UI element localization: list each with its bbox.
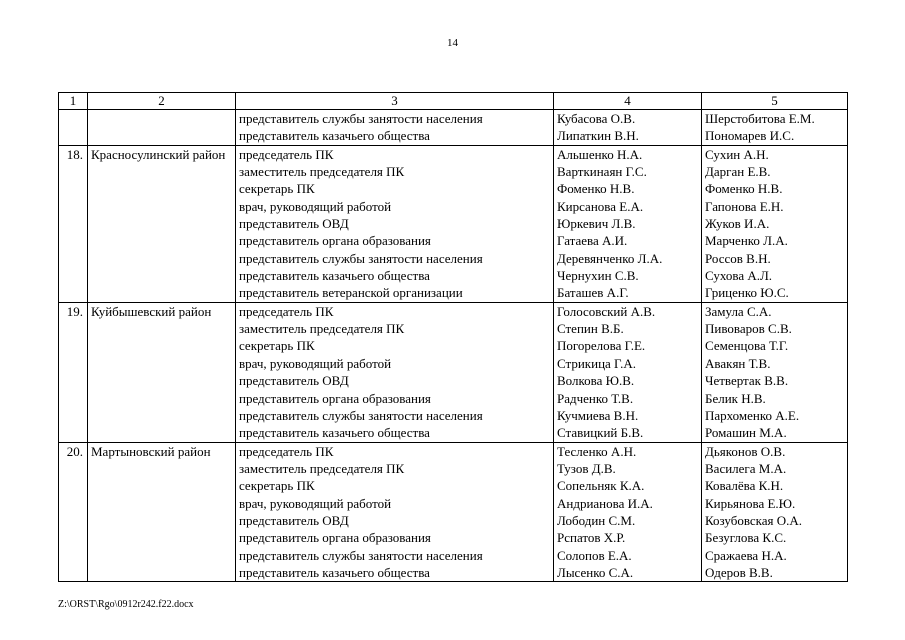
- person-2-item: Василега М.А.: [705, 460, 787, 476]
- table-header: [59, 93, 848, 110]
- position-item: секретарь ПК: [239, 338, 315, 354]
- person-2-item: Гриценко Ю.С.: [705, 285, 789, 301]
- person-2-item: Семенцова Т.Г.: [705, 338, 789, 354]
- person-1-item: Погорелова Г.Е.: [557, 338, 646, 354]
- table-row: [59, 145, 848, 302]
- position-item: секретарь ПК: [239, 181, 315, 197]
- person-2-item: Пивоваров С.В.: [705, 321, 792, 337]
- column-header-1: 1: [59, 93, 88, 110]
- header-row: [59, 93, 848, 110]
- person-1-item: Стрикица Г.А.: [557, 355, 636, 371]
- person-1-item: Рспатов Х.Р.: [557, 530, 626, 546]
- column-header-3: 3: [236, 93, 554, 110]
- person-2-item: Четвертак В.В.: [705, 373, 789, 389]
- person-2-item: Дьяконов О.В.: [705, 443, 786, 459]
- person-2-item: Кирьянова Е.Ю.: [705, 495, 796, 511]
- person-2-item: Шерстобитова Е.М.: [705, 111, 815, 126]
- district-name: Куйбышевский район: [88, 302, 236, 442]
- position-item: представитель службы занятости населения: [239, 547, 483, 563]
- person-1-item: Альшенко Н.А.: [557, 146, 643, 162]
- position-item: представитель казачьего общества: [239, 564, 430, 580]
- person-1-item: Фоменко Н.В.: [557, 181, 635, 197]
- person-2-item: Замула С.А.: [705, 303, 772, 319]
- person-2-item: Сражаева Н.А.: [705, 547, 787, 563]
- district-name: Красносулинский район: [88, 145, 236, 302]
- person-1-cell: [554, 110, 702, 146]
- person-1-item: Лободин С.М.: [557, 512, 636, 528]
- column-header-5: 5: [702, 93, 848, 110]
- person-1-item: Андрианова И.А.: [557, 495, 653, 511]
- position-item: представитель ОВД: [239, 373, 349, 389]
- person-1-item: Тесленко А.Н.: [557, 443, 637, 459]
- positions-cell: [236, 442, 554, 582]
- table-row: [59, 442, 848, 582]
- position-item: представитель казачьего общества: [239, 128, 430, 144]
- position-item: врач, руководящий работой: [239, 355, 392, 371]
- positions-cell: [236, 302, 554, 442]
- members-table: [58, 92, 848, 582]
- table-row: [59, 110, 848, 146]
- district-name: Мартыновский район: [88, 442, 236, 582]
- position-item: заместитель председателя ПК: [239, 460, 405, 476]
- position-item: представитель казачьего общества: [239, 268, 430, 284]
- table-body: [59, 110, 848, 582]
- row-number: 19.: [59, 302, 88, 442]
- person-1-item: Голосовский А.В.: [557, 303, 656, 319]
- person-1-item: Степин В.Б.: [557, 321, 624, 337]
- district-name: [88, 110, 236, 146]
- row-number: [59, 110, 88, 146]
- person-1-item: Кучмиева В.Н.: [557, 407, 639, 423]
- person-2-item: Россов В.Н.: [705, 250, 771, 266]
- person-1-item: Кубасова О.В.: [557, 111, 636, 126]
- person-1-item: Чернухин С.В.: [557, 268, 639, 284]
- position-item: представитель органа образования: [239, 390, 431, 406]
- person-1-item: Лысенко С.А.: [557, 564, 634, 580]
- person-1-item: Радченко Т.В.: [557, 390, 634, 406]
- person-2-item: Пономарев И.С.: [705, 128, 795, 144]
- page-number: 14: [447, 37, 458, 49]
- person-1-cell: [554, 145, 702, 302]
- person-2-item: Авакян Т.В.: [705, 355, 771, 371]
- person-1-item: Кирсанова Е.А.: [557, 198, 644, 214]
- position-item: заместитель председателя ПК: [239, 164, 405, 180]
- person-1-cell: [554, 302, 702, 442]
- person-1-item: Деревянченко Л.А.: [557, 250, 663, 266]
- person-2-item: Ковалёва К.Н.: [705, 478, 784, 494]
- person-2-item: Жуков И.А.: [705, 216, 770, 232]
- person-1-item: Солопов Е.А.: [557, 547, 632, 563]
- person-1-item: Липаткин В.Н.: [557, 128, 639, 144]
- position-item: председатель ПК: [239, 146, 334, 162]
- person-2-cell: [702, 302, 848, 442]
- position-item: председатель ПК: [239, 303, 334, 319]
- person-1-item: Юркевич Л.В.: [557, 216, 636, 232]
- position-item: представитель органа образования: [239, 530, 431, 546]
- person-2-cell: [702, 110, 848, 146]
- person-2-item: Одеров В.В.: [705, 564, 773, 580]
- person-1-item: Сопельняк К.А.: [557, 478, 645, 494]
- person-2-item: Фоменко Н.В.: [705, 181, 783, 197]
- person-2-item: Сухова А.Л.: [705, 268, 773, 284]
- positions-cell: [236, 145, 554, 302]
- position-item: представитель ОВД: [239, 216, 349, 232]
- person-2-item: Безуглова К.С.: [705, 530, 787, 546]
- position-item: представитель ветеранской организации: [239, 285, 463, 301]
- footer-file-path: Z:\ORST\Rgo\0912r242.f22.docx: [58, 599, 194, 610]
- person-2-cell: [702, 442, 848, 582]
- position-item: представитель службы занятости населения: [239, 111, 483, 126]
- column-header-4: 4: [554, 93, 702, 110]
- position-item: заместитель председателя ПК: [239, 321, 405, 337]
- person-2-item: Белик Н.В.: [705, 390, 766, 406]
- row-number: 20.: [59, 442, 88, 582]
- position-item: врач, руководящий работой: [239, 495, 392, 511]
- position-item: представитель службы занятости населения: [239, 407, 483, 423]
- person-1-item: Гатаева А.И.: [557, 233, 628, 249]
- position-item: представитель органа образования: [239, 233, 431, 249]
- position-item: секретарь ПК: [239, 478, 315, 494]
- person-1-item: Волкова Ю.В.: [557, 373, 635, 389]
- person-2-cell: [702, 145, 848, 302]
- person-2-item: Козубовская О.А.: [705, 512, 803, 528]
- person-1-cell: [554, 442, 702, 582]
- position-item: председатель ПК: [239, 443, 334, 459]
- position-item: представитель ОВД: [239, 512, 349, 528]
- person-1-item: Варткинаян Г.С.: [557, 164, 647, 180]
- position-item: представитель службы занятости населения: [239, 250, 483, 266]
- table-row: [59, 302, 848, 442]
- person-2-item: Сухин А.Н.: [705, 146, 769, 162]
- person-2-item: Дарган Е.В.: [705, 164, 771, 180]
- positions-cell: [236, 110, 554, 146]
- person-2-item: Марченко Л.А.: [705, 233, 788, 249]
- person-2-item: Гапонова Е.Н.: [705, 198, 784, 214]
- person-2-item: Пархоменко А.Е.: [705, 407, 800, 423]
- person-2-item: Ромашин М.А.: [705, 425, 787, 441]
- person-1-item: Ставицкий Б.В.: [557, 425, 644, 441]
- position-item: представитель казачьего общества: [239, 425, 430, 441]
- column-header-2: 2: [88, 93, 236, 110]
- position-item: врач, руководящий работой: [239, 198, 392, 214]
- person-1-item: Тузов Д.В.: [557, 460, 616, 476]
- person-1-item: Баташев А.Г.: [557, 285, 629, 301]
- row-number: 18.: [59, 145, 88, 302]
